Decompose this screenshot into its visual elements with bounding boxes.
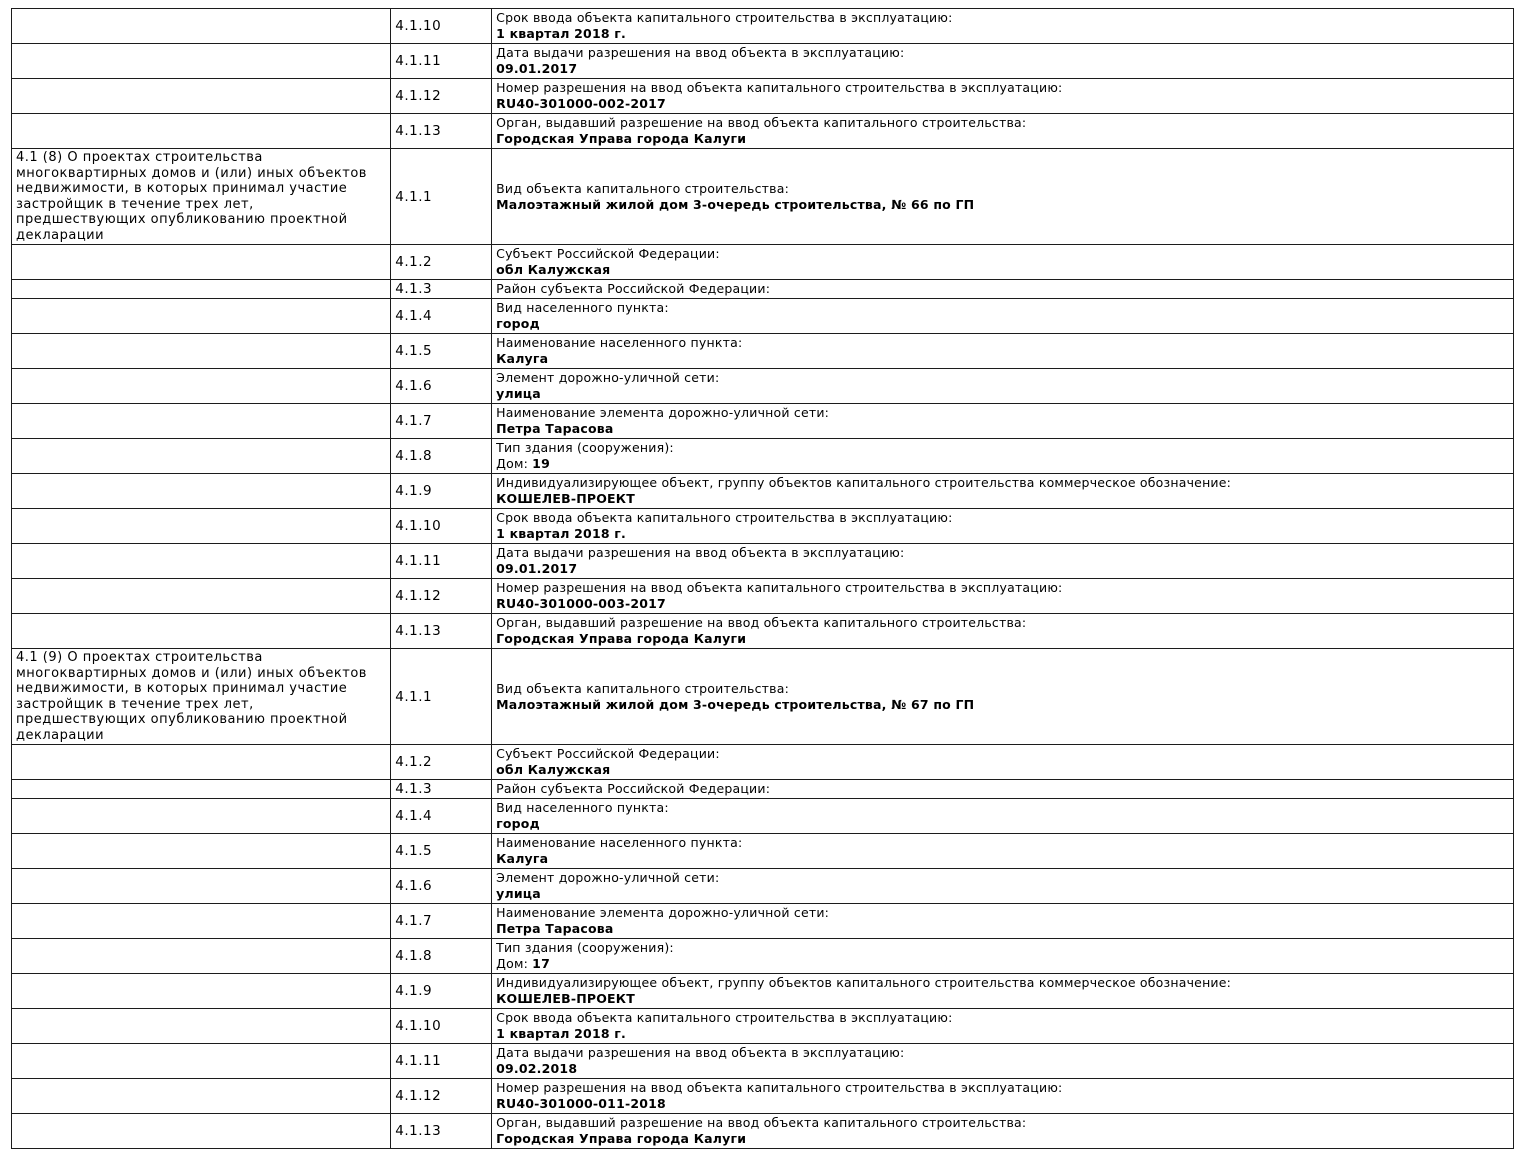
row-code: 4.1.8 bbox=[391, 439, 492, 474]
section-label-cell bbox=[12, 369, 391, 404]
field-value-text: 09.01.2017 bbox=[496, 61, 578, 76]
field-value-text: RU40-301000-011-2018 bbox=[496, 1096, 666, 1111]
row-code: 4.1.7 bbox=[391, 404, 492, 439]
field-value-text: Петра Тарасова bbox=[496, 921, 614, 936]
row-content-cell bbox=[492, 1009, 1514, 1044]
field-value bbox=[496, 956, 1509, 972]
table-row bbox=[12, 1009, 1514, 1044]
field-value-text: обл Калужская bbox=[496, 262, 611, 277]
field-label: Вид объекта капитального строительства: bbox=[496, 180, 789, 196]
field-value-text: 1 квартал 2018 г. bbox=[496, 26, 626, 41]
row-content-cell bbox=[492, 579, 1514, 614]
row-content-cell bbox=[492, 79, 1514, 114]
field-label: Орган, выдавший разрешение на ввод объекта капитального строительства: bbox=[496, 1115, 1027, 1130]
row-content-cell bbox=[492, 649, 1514, 745]
field-value bbox=[496, 921, 1509, 937]
section-label-cell bbox=[12, 404, 391, 439]
field-label: Субъект Российской Федерации: bbox=[496, 246, 720, 261]
field-label: Орган, выдавший разрешение на ввод объекта капитального строительства: bbox=[496, 115, 1027, 130]
row-code: 4.1.11 bbox=[391, 544, 492, 579]
field-label: Вид населенного пункта: bbox=[496, 300, 669, 315]
table-row bbox=[12, 614, 1514, 649]
field-value bbox=[496, 386, 1509, 402]
row-code: 4.1.9 bbox=[391, 974, 492, 1009]
declaration-table bbox=[11, 8, 1514, 1149]
field-value bbox=[496, 262, 1509, 278]
field-value-text: Малоэтажный жилой дом 3-очередь строительства, № 67 по ГП bbox=[496, 696, 975, 712]
field-label: Индивидуализирующее объект, группу объектов капитального строительства коммерческое обозначение: bbox=[496, 475, 1232, 490]
table-row bbox=[12, 745, 1514, 780]
row-content-cell bbox=[492, 280, 1514, 299]
field-label: Тип здания (сооружения): bbox=[496, 440, 674, 455]
table-row bbox=[12, 404, 1514, 439]
field-label: Орган, выдавший разрешение на ввод объекта капитального строительства: bbox=[496, 615, 1027, 630]
section-label: 4.1 (9) О проектах строительства многоквартирных домов и (или) иных объектов недвижимости, в которых принимал участие застройщик в течение трех лет, предшествующих опубликованию проектной декларации bbox=[16, 650, 367, 743]
section-label-cell bbox=[12, 280, 391, 299]
section-label-cell bbox=[12, 904, 391, 939]
field-value-text: 1 квартал 2018 г. bbox=[496, 1026, 626, 1041]
field-label: Район субъекта Российской Федерации: bbox=[496, 781, 771, 796]
row-content-cell bbox=[492, 780, 1514, 799]
field-label: Вид населенного пункта: bbox=[496, 800, 669, 815]
field-value bbox=[496, 1061, 1509, 1077]
field-value bbox=[496, 762, 1509, 778]
field-label: Номер разрешения на ввод объекта капитального строительства в эксплуатацию: bbox=[496, 1080, 1063, 1095]
field-value-text: 19 bbox=[532, 456, 550, 471]
field-label: Дата выдачи разрешения на ввод объекта в эксплуатацию: bbox=[496, 45, 905, 60]
row-content-cell bbox=[492, 439, 1514, 474]
row-content-cell bbox=[492, 474, 1514, 509]
section-label-cell bbox=[12, 614, 391, 649]
table-row bbox=[12, 44, 1514, 79]
field-value bbox=[496, 596, 1509, 612]
section-label-cell bbox=[12, 799, 391, 834]
table-row bbox=[12, 974, 1514, 1009]
field-value-text: Городская Управа города Калуги bbox=[496, 631, 747, 646]
row-code: 4.1.12 bbox=[391, 1079, 492, 1114]
row-content-cell bbox=[492, 544, 1514, 579]
row-code: 4.1.1 bbox=[391, 649, 492, 745]
field-value bbox=[496, 526, 1509, 542]
section-label-cell bbox=[12, 114, 391, 149]
section-label-cell bbox=[12, 79, 391, 114]
row-content-cell bbox=[492, 799, 1514, 834]
field-label: Элемент дорожно-уличной сети: bbox=[496, 370, 720, 385]
table-row bbox=[12, 114, 1514, 149]
field-value-text: Городская Управа города Калуги bbox=[496, 1131, 747, 1146]
section-label-cell bbox=[12, 245, 391, 280]
table-row bbox=[12, 780, 1514, 799]
field-value bbox=[496, 197, 1509, 213]
row-content-cell bbox=[492, 149, 1514, 245]
field-value-text: Петра Тарасова bbox=[496, 421, 614, 436]
field-label: Срок ввода объекта капитального строительства в эксплуатацию: bbox=[496, 10, 953, 25]
row-content-cell bbox=[492, 1079, 1514, 1114]
row-code: 4.1.1 bbox=[391, 149, 492, 245]
section-label-cell bbox=[12, 439, 391, 474]
field-label: Дата выдачи разрешения на ввод объекта в эксплуатацию: bbox=[496, 1045, 905, 1060]
table-row bbox=[12, 9, 1514, 44]
section-label-cell bbox=[12, 1079, 391, 1114]
field-label: Наименование населенного пункта: bbox=[496, 335, 743, 350]
row-code: 4.1.12 bbox=[391, 79, 492, 114]
field-value-text: 1 квартал 2018 г. bbox=[496, 526, 626, 541]
table-row bbox=[12, 544, 1514, 579]
row-content-cell bbox=[492, 614, 1514, 649]
field-value-text: 09.01.2017 bbox=[496, 561, 578, 576]
table-row bbox=[12, 834, 1514, 869]
table-body bbox=[12, 9, 1514, 1149]
table-row bbox=[12, 245, 1514, 280]
table-row bbox=[12, 1079, 1514, 1114]
row-code: 4.1.5 bbox=[391, 834, 492, 869]
field-label: Вид объекта капитального строительства: bbox=[496, 680, 789, 696]
row-code: 4.1.13 bbox=[391, 614, 492, 649]
row-content-cell bbox=[492, 1114, 1514, 1149]
field-value-text: 09.02.2018 bbox=[496, 1061, 578, 1076]
row-content-cell bbox=[492, 114, 1514, 149]
field-value bbox=[496, 697, 1509, 713]
section-label-cell bbox=[12, 44, 391, 79]
field-label: Район субъекта Российской Федерации: bbox=[496, 281, 771, 296]
row-code: 4.1.12 bbox=[391, 579, 492, 614]
field-label: Тип здания (сооружения): bbox=[496, 940, 674, 955]
table-row bbox=[12, 439, 1514, 474]
row-code: 4.1.10 bbox=[391, 9, 492, 44]
field-value bbox=[496, 851, 1509, 867]
row-content-cell bbox=[492, 1044, 1514, 1079]
table-row bbox=[12, 869, 1514, 904]
section-label-cell bbox=[12, 1044, 391, 1079]
field-value bbox=[496, 561, 1509, 577]
document-page bbox=[0, 8, 1528, 1146]
section-label-cell bbox=[12, 649, 391, 745]
field-label: Наименование элемента дорожно-уличной сети: bbox=[496, 405, 830, 420]
field-value-text: улица bbox=[496, 386, 541, 401]
field-value-text: Малоэтажный жилой дом 3-очередь строительства, № 66 по ГП bbox=[496, 196, 975, 212]
field-label: Индивидуализирующее объект, группу объектов капитального строительства коммерческое обозначение: bbox=[496, 975, 1232, 990]
field-value bbox=[496, 491, 1509, 507]
table-row bbox=[12, 280, 1514, 299]
table-row bbox=[12, 579, 1514, 614]
section-label-cell bbox=[12, 939, 391, 974]
field-value bbox=[496, 351, 1509, 367]
field-label: Наименование элемента дорожно-уличной сети: bbox=[496, 905, 830, 920]
section-label-cell bbox=[12, 780, 391, 799]
row-code: 4.1.11 bbox=[391, 44, 492, 79]
section-label-cell bbox=[12, 745, 391, 780]
field-value bbox=[496, 816, 1509, 832]
section-label-cell bbox=[12, 299, 391, 334]
row-code: 4.1.5 bbox=[391, 334, 492, 369]
row-content-cell bbox=[492, 9, 1514, 44]
field-value-text: КОШЕЛЕВ-ПРОЕКТ bbox=[496, 991, 635, 1006]
field-label: Дата выдачи разрешения на ввод объекта в эксплуатацию: bbox=[496, 545, 905, 560]
field-value bbox=[496, 886, 1509, 902]
section-label-cell bbox=[12, 834, 391, 869]
field-value bbox=[496, 1026, 1509, 1042]
row-code: 4.1.6 bbox=[391, 369, 492, 404]
row-code: 4.1.4 bbox=[391, 799, 492, 834]
table-row bbox=[12, 939, 1514, 974]
table-row bbox=[12, 1114, 1514, 1149]
table-row bbox=[12, 369, 1514, 404]
field-value bbox=[496, 26, 1509, 42]
row-content-cell bbox=[492, 245, 1514, 280]
field-value bbox=[496, 96, 1509, 112]
field-value-text: Калуга bbox=[496, 851, 549, 866]
field-value-text: КОШЕЛЕВ-ПРОЕКТ bbox=[496, 491, 635, 506]
field-label: Субъект Российской Федерации: bbox=[496, 746, 720, 761]
table-row bbox=[12, 509, 1514, 544]
field-label: Элемент дорожно-уличной сети: bbox=[496, 870, 720, 885]
field-value-prefix: Дом: bbox=[496, 456, 533, 471]
field-value-text: RU40-301000-002-2017 bbox=[496, 96, 666, 111]
field-value bbox=[496, 421, 1509, 437]
row-code: 4.1.4 bbox=[391, 299, 492, 334]
section-label-cell bbox=[12, 869, 391, 904]
table-row bbox=[12, 649, 1514, 745]
field-value-text: улица bbox=[496, 886, 541, 901]
table-row bbox=[12, 79, 1514, 114]
row-code: 4.1.6 bbox=[391, 869, 492, 904]
field-value-text: RU40-301000-003-2017 bbox=[496, 596, 666, 611]
row-code: 4.1.7 bbox=[391, 904, 492, 939]
field-value bbox=[496, 631, 1509, 647]
row-code: 4.1.9 bbox=[391, 474, 492, 509]
section-label-cell bbox=[12, 474, 391, 509]
field-value-text: Калуга bbox=[496, 351, 549, 366]
field-label: Номер разрешения на ввод объекта капитального строительства в эксплуатацию: bbox=[496, 580, 1063, 595]
row-code: 4.1.10 bbox=[391, 509, 492, 544]
section-label-cell bbox=[12, 1114, 391, 1149]
table-row bbox=[12, 299, 1514, 334]
row-code: 4.1.13 bbox=[391, 1114, 492, 1149]
table-row bbox=[12, 474, 1514, 509]
field-label: Наименование населенного пункта: bbox=[496, 835, 743, 850]
field-label: Срок ввода объекта капитального строительства в эксплуатацию: bbox=[496, 1010, 953, 1025]
section-label-cell bbox=[12, 334, 391, 369]
row-content-cell bbox=[492, 974, 1514, 1009]
section-label-cell bbox=[12, 1009, 391, 1044]
row-content-cell bbox=[492, 904, 1514, 939]
row-content-cell bbox=[492, 939, 1514, 974]
field-label: Номер разрешения на ввод объекта капитального строительства в эксплуатацию: bbox=[496, 80, 1063, 95]
row-code: 4.1.10 bbox=[391, 1009, 492, 1044]
row-content-cell bbox=[492, 44, 1514, 79]
field-value-prefix: Дом: bbox=[496, 956, 533, 971]
table-row bbox=[12, 334, 1514, 369]
table-row bbox=[12, 1044, 1514, 1079]
field-value bbox=[496, 61, 1509, 77]
table-row bbox=[12, 149, 1514, 245]
row-code: 4.1.2 bbox=[391, 745, 492, 780]
field-value-text: 17 bbox=[532, 956, 550, 971]
row-code: 4.1.3 bbox=[391, 280, 492, 299]
field-value-text: Городская Управа города Калуги bbox=[496, 131, 747, 146]
row-code: 4.1.13 bbox=[391, 114, 492, 149]
section-label: 4.1 (8) О проектах строительства многоквартирных домов и (или) иных объектов недвижимости, в которых принимал участие застройщик в течение трех лет, предшествующих опубликованию проектной декларации bbox=[16, 150, 367, 243]
section-label-cell bbox=[12, 579, 391, 614]
field-value bbox=[496, 1096, 1509, 1112]
section-label-cell bbox=[12, 974, 391, 1009]
field-label: Срок ввода объекта капитального строительства в эксплуатацию: bbox=[496, 510, 953, 525]
field-value-text: город bbox=[496, 316, 540, 331]
field-value bbox=[496, 456, 1509, 472]
field-value bbox=[496, 991, 1509, 1007]
section-label-cell bbox=[12, 9, 391, 44]
row-code: 4.1.2 bbox=[391, 245, 492, 280]
row-code: 4.1.8 bbox=[391, 939, 492, 974]
field-value-text: город bbox=[496, 816, 540, 831]
field-value-text: обл Калужская bbox=[496, 762, 611, 777]
row-code: 4.1.11 bbox=[391, 1044, 492, 1079]
table-row bbox=[12, 904, 1514, 939]
section-label-cell bbox=[12, 544, 391, 579]
section-label-cell bbox=[12, 149, 391, 245]
row-content-cell bbox=[492, 869, 1514, 904]
row-code: 4.1.3 bbox=[391, 780, 492, 799]
row-content-cell bbox=[492, 509, 1514, 544]
row-content-cell bbox=[492, 834, 1514, 869]
row-content-cell bbox=[492, 334, 1514, 369]
field-value bbox=[496, 1131, 1509, 1147]
row-content-cell bbox=[492, 369, 1514, 404]
section-label-cell bbox=[12, 509, 391, 544]
field-value bbox=[496, 316, 1509, 332]
row-content-cell bbox=[492, 299, 1514, 334]
row-content-cell bbox=[492, 404, 1514, 439]
row-content-cell bbox=[492, 745, 1514, 780]
table-row bbox=[12, 799, 1514, 834]
field-value bbox=[496, 131, 1509, 147]
